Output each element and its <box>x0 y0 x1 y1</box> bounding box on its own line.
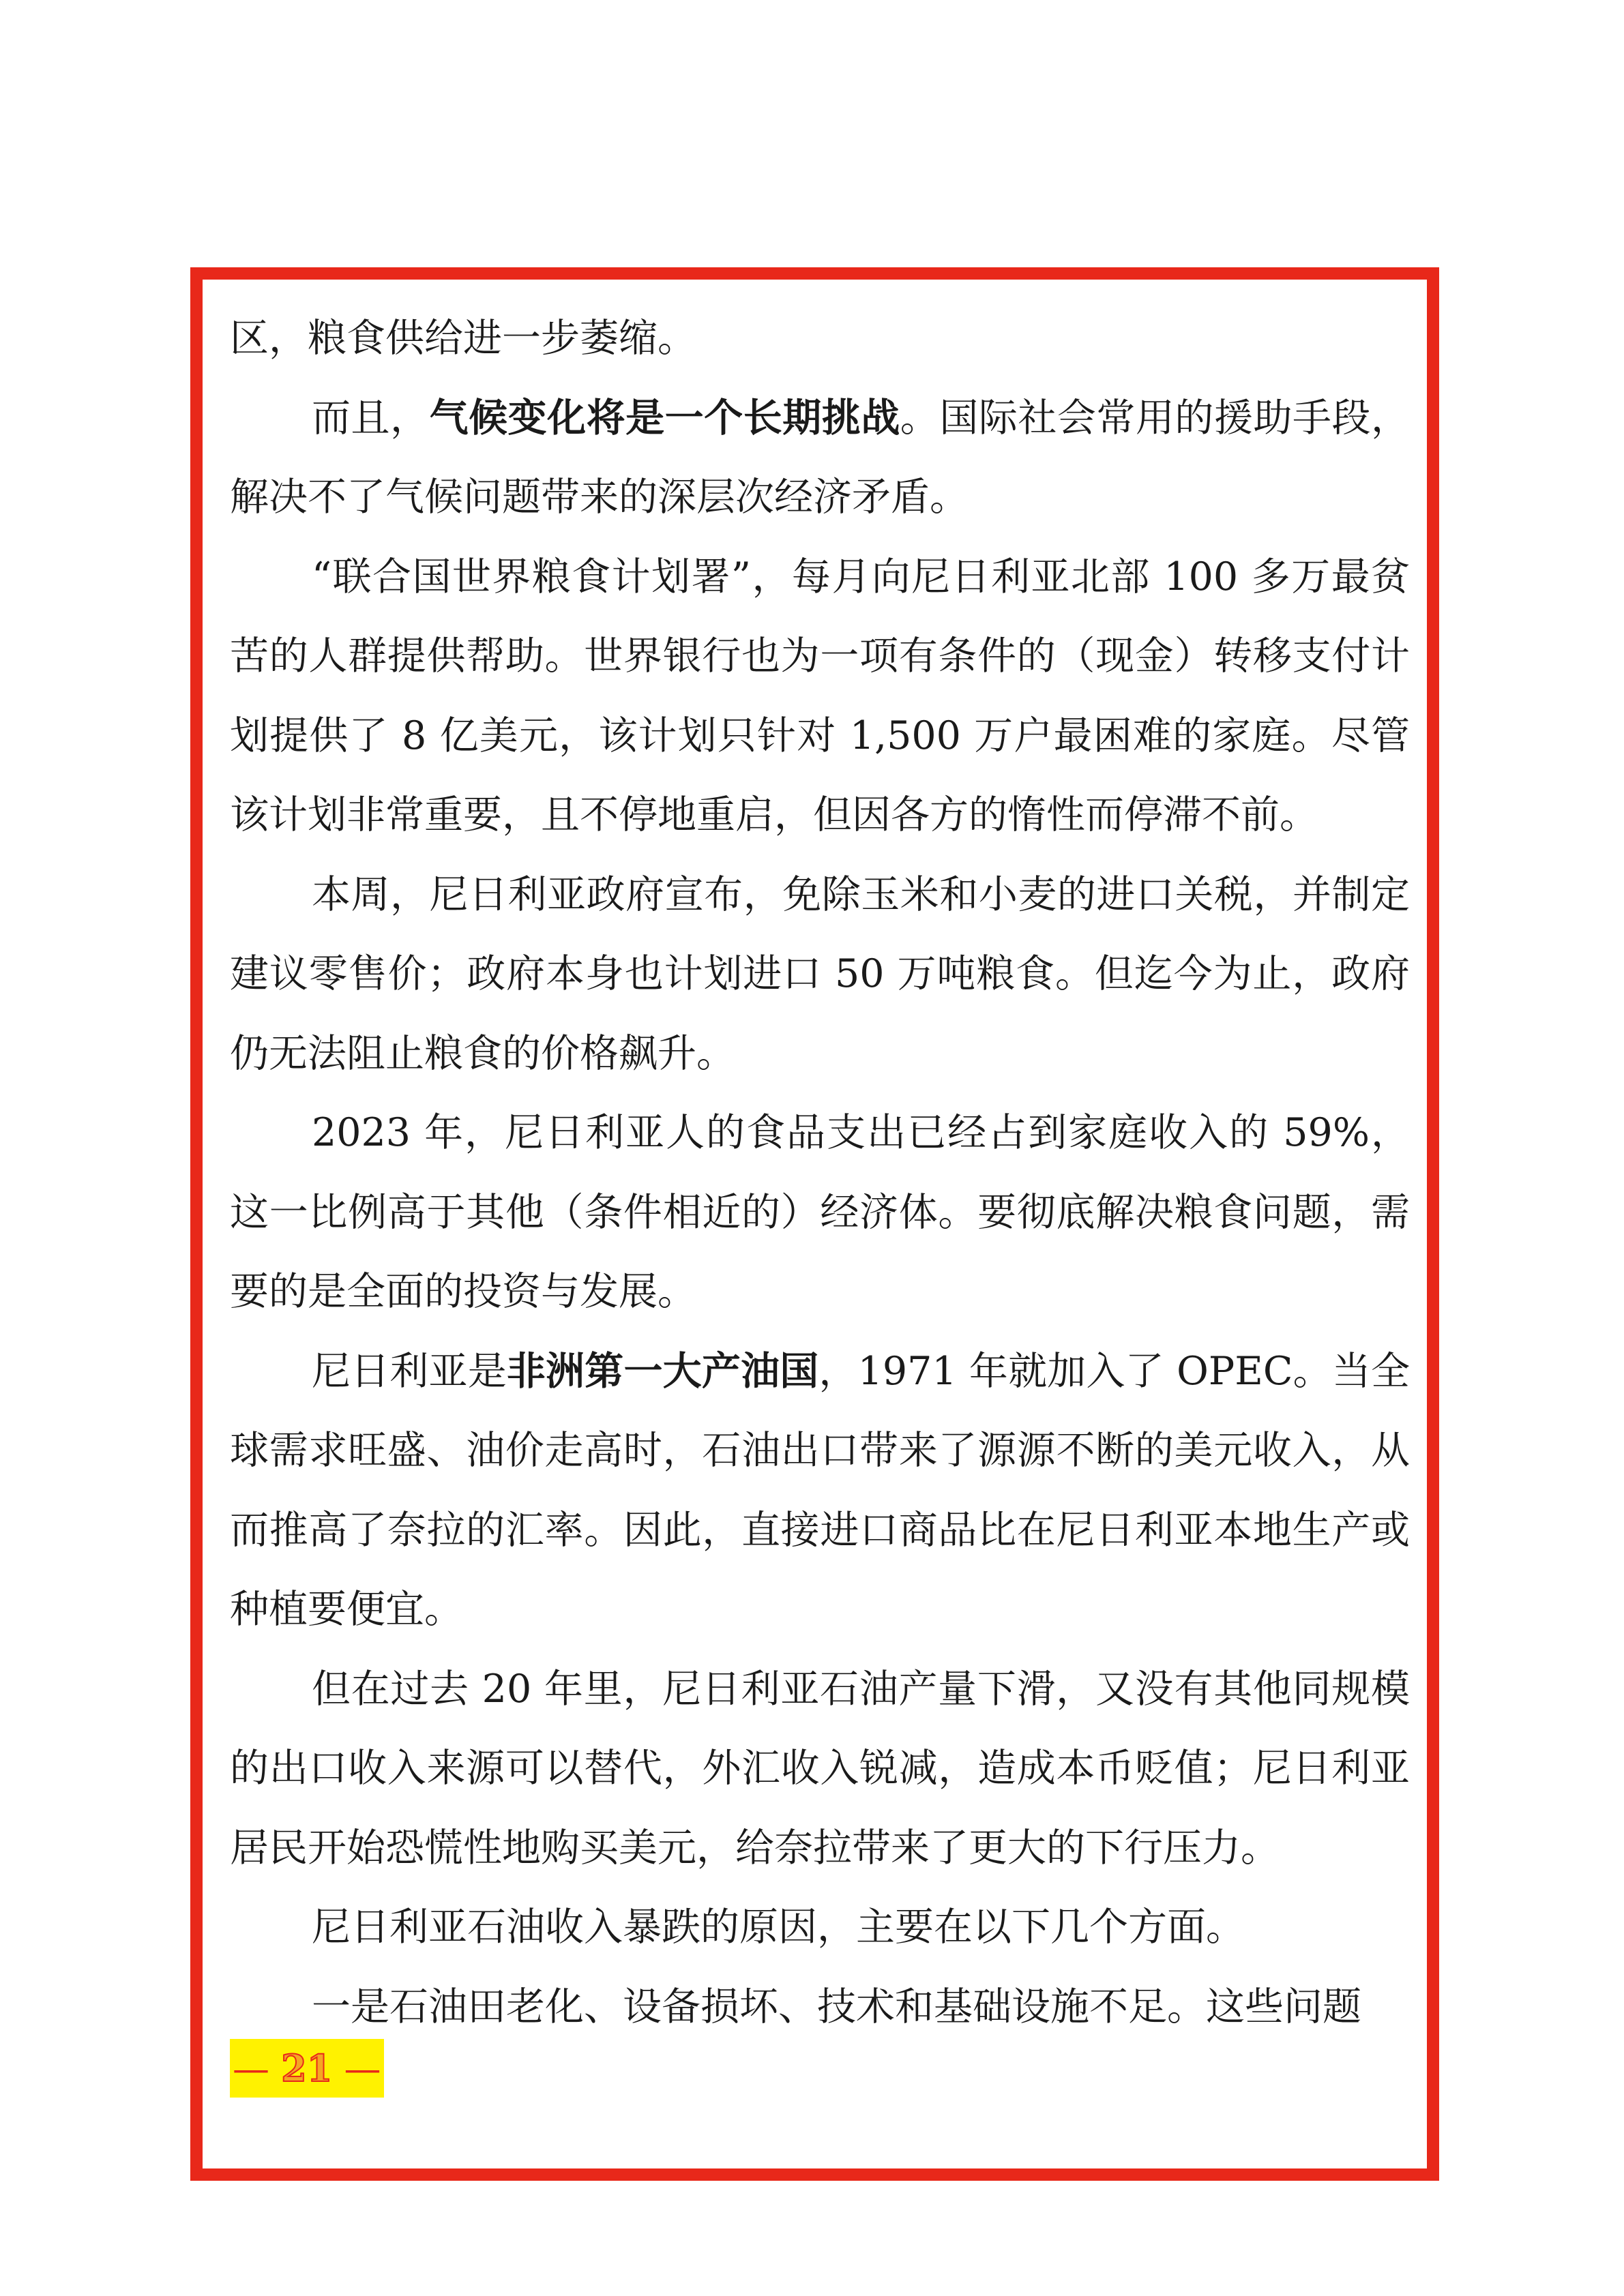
page-number-value: 21 <box>281 2046 333 2090</box>
paragraph: 但在过去 20 年里，尼日利亚石油产量下滑，又没有其他同规模的出口收入来源可以替代，外汇收入锐减，造成本币贬值；尼日利亚居民开始恐慌性地购买美元，给奈拉带来了更大的下行压力。 <box>230 1666 1410 1870</box>
page-frame <box>190 267 1439 2181</box>
emphasis-text: 非洲第一大产油国 <box>506 1347 819 1394</box>
page-number-dash-right: — <box>344 2047 381 2090</box>
paragraph-lead: 尼日利亚是 <box>312 1348 507 1394</box>
paragraph: 本周，尼日利亚政府宣布，免除玉米和小麦的进口关税，并制定建议零售价；政府本身也计划进口 50 万吨粮食。但迄今为止，政府仍无法阻止粮食的价格飙升。 <box>230 871 1410 1076</box>
paragraph-rest: 。国际社会常用的援助手段，解决不了气候问题带来的深层次经济矛盾。 <box>230 395 1411 520</box>
paragraph: 2023 年，尼日利亚人的食品支出已经占到家庭收入的 59%，这一比例高于其他（条件相近的）经济体。要彻底解决粮食问题，需要的是全面的投资与发展。 <box>230 1110 1410 1314</box>
paragraph: 尼日利亚石油收入暴跌的原因，主要在以下几个方面。 <box>312 1905 1245 1950</box>
page-number-dash-left: — <box>233 2047 269 2090</box>
paragraph-lead: 而且， <box>312 395 430 441</box>
paragraph <box>230 1332 1410 1650</box>
paragraph: 一是石油田老化、设备损坏、技术和基础设施不足。这些问题 <box>312 1984 1361 2029</box>
page-number <box>230 2039 384 2098</box>
paragraph-rest: ，1971 年就加入了 OPEC。当全球需求旺盛、油价走高时，石油出口带来了源源不断的美元收入，从而推高了奈拉的汇率。因此，直接进口商品比在尼日利亚本地生产或种植要便宜。 <box>230 1348 1411 1632</box>
body-text <box>230 299 1410 2046</box>
paragraph: 区，粮食供给进一步萎缩。 <box>230 316 696 361</box>
paragraph: “联合国世界粮食计划署”，每月向尼日利亚北部 100 多万最贫苦的人群提供帮助。世界银行也为一项有条件的（现金）转移支付计划提供了 8 亿美元，该计划只针对 1,500 万户最困难的家庭。尽管该计划非常重要，且不停地重启，但因各方的惰性而停滞不前。 <box>230 554 1410 837</box>
paragraph <box>230 378 1410 537</box>
emphasis-text: 气候变化将是一个长期挑战 <box>429 394 900 441</box>
